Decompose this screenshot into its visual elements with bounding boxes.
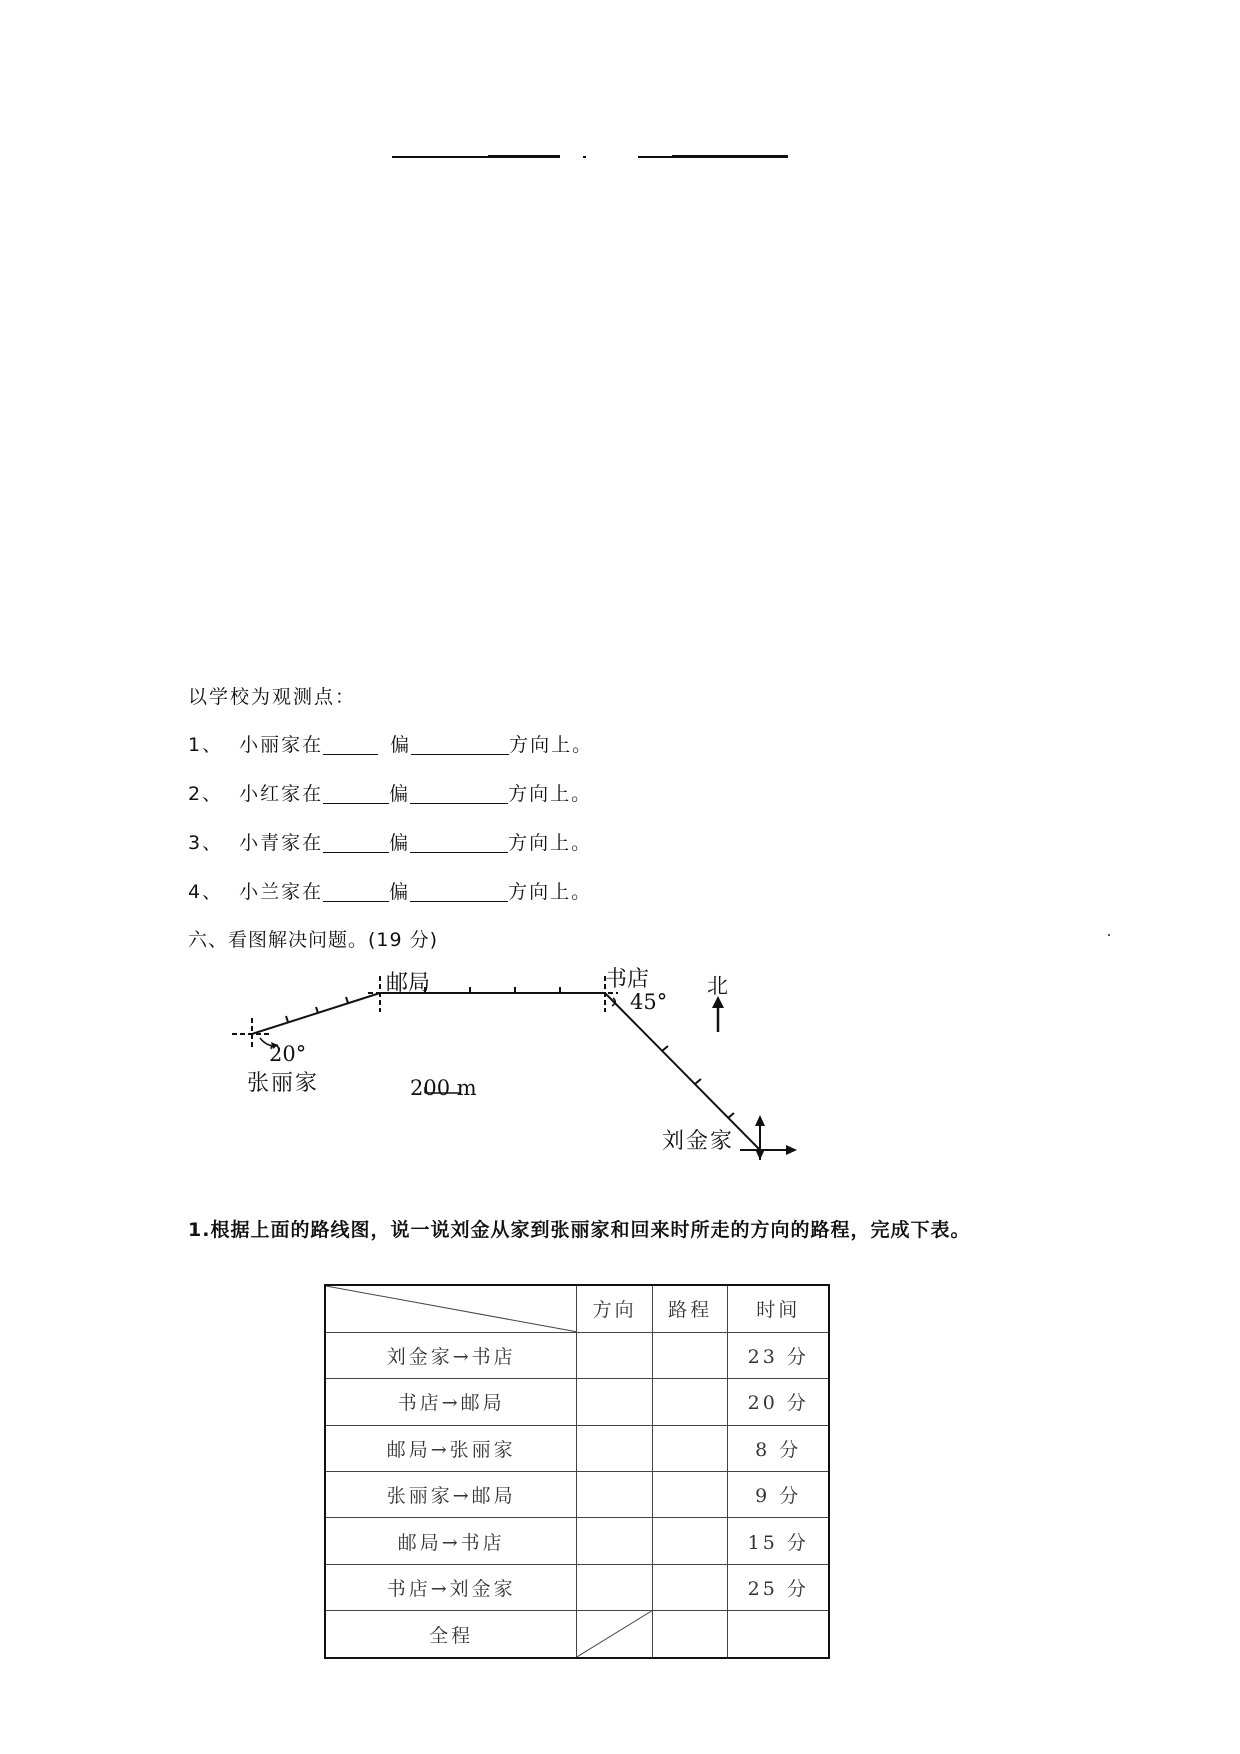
question-mid: 偏	[390, 734, 412, 756]
cell-direction[interactable]	[577, 1564, 653, 1610]
total-time[interactable]	[728, 1611, 829, 1658]
row-label: 书店→邮局	[325, 1379, 577, 1425]
question-number: 2、	[188, 783, 224, 805]
label-angle-zhang: 20°	[269, 1042, 307, 1066]
question-mid: 偏	[389, 881, 411, 903]
question-number: 4、	[188, 881, 224, 903]
cell-distance[interactable]	[652, 1379, 728, 1425]
cell-time: 8 分	[728, 1425, 829, 1471]
answer-blank-direction[interactable]	[323, 783, 389, 804]
row-label: 邮局→张丽家	[325, 1425, 577, 1471]
cell-direction[interactable]	[577, 1471, 653, 1517]
label-post-office: 邮局	[386, 971, 431, 996]
header-direction: 方向	[577, 1285, 653, 1332]
cell-direction[interactable]	[577, 1518, 653, 1564]
question-subject: 小红家在	[239, 783, 324, 805]
route-table	[324, 1284, 830, 1659]
table-total-row	[325, 1611, 829, 1658]
cell-direction[interactable]	[577, 1425, 653, 1471]
total-diagonal-cell	[577, 1611, 653, 1658]
cell-direction[interactable]	[577, 1379, 653, 1425]
question-end: 方向上。	[508, 783, 593, 805]
answer-blank-angle[interactable]	[411, 734, 509, 755]
table-header-row	[325, 1285, 829, 1332]
stray-dot	[1108, 934, 1110, 936]
question-number: 1、	[188, 734, 224, 756]
table-row	[325, 1332, 829, 1378]
answer-blank-direction[interactable]	[323, 832, 389, 853]
row-label: 邮局→书店	[325, 1518, 577, 1564]
cell-time: 23 分	[728, 1332, 829, 1378]
cell-time: 15 分	[728, 1518, 829, 1564]
question-subject: 小青家在	[239, 832, 324, 854]
arrow-right-icon	[786, 1145, 797, 1155]
question-4	[188, 877, 592, 904]
question-subject: 小丽家在	[239, 734, 324, 756]
question-number: 3、	[188, 832, 224, 854]
table-row	[325, 1425, 829, 1471]
answer-blank-angle[interactable]	[410, 881, 508, 902]
question-end: 方向上。	[508, 832, 593, 854]
answer-blank-direction[interactable]	[323, 734, 378, 755]
label-scale: 200 m	[410, 1076, 477, 1100]
arrow-down-icon	[755, 1149, 765, 1160]
header-distance: 路程	[652, 1285, 728, 1332]
route-zhang-to-post	[252, 993, 380, 1034]
header-rule-right	[638, 156, 674, 158]
table-row	[325, 1518, 829, 1564]
question-end: 方向上。	[509, 734, 594, 756]
cell-distance[interactable]	[652, 1425, 728, 1471]
header-rule-left	[392, 156, 490, 158]
label-zhang-home: 张丽家	[247, 1071, 320, 1096]
question-3	[188, 828, 592, 855]
section-six-title: 六、看图解决问题。(19 分)	[188, 929, 439, 951]
cell-time: 20 分	[728, 1379, 829, 1425]
cell-distance[interactable]	[652, 1518, 728, 1564]
table-row	[325, 1471, 829, 1517]
label-angle-bookstore: 45°	[630, 990, 668, 1014]
cell-distance[interactable]	[652, 1564, 728, 1610]
answer-blank-direction[interactable]	[323, 881, 389, 902]
header-rule-left-bold	[488, 155, 560, 158]
total-distance[interactable]	[652, 1611, 728, 1658]
cell-direction[interactable]	[577, 1332, 653, 1378]
header-dot	[583, 156, 586, 158]
question-1	[188, 730, 593, 757]
label-bookstore: 书店	[605, 967, 650, 992]
cell-distance[interactable]	[652, 1471, 728, 1517]
header-time: 时间	[728, 1285, 829, 1332]
row-label: 书店→刘金家	[325, 1564, 577, 1610]
observe-intro: 以学校为观测点：	[188, 686, 357, 708]
question-mid: 偏	[389, 783, 411, 805]
row-label: 刘金家→书店	[325, 1332, 577, 1378]
label-liu-home: 刘金家	[662, 1129, 735, 1154]
diagonal-header-cell	[325, 1285, 577, 1332]
label-north: 北	[707, 974, 728, 998]
question-subject: 小兰家在	[239, 881, 324, 903]
cell-time: 25 分	[728, 1564, 829, 1610]
cell-time: 9 分	[728, 1471, 829, 1517]
question-2	[188, 779, 592, 806]
answer-blank-angle[interactable]	[410, 783, 508, 804]
question-mid: 偏	[389, 832, 411, 854]
answer-blank-angle[interactable]	[410, 832, 508, 853]
row-label: 张丽家→邮局	[325, 1471, 577, 1517]
table-row	[325, 1564, 829, 1610]
table-row	[325, 1379, 829, 1425]
question-end: 方向上。	[508, 881, 593, 903]
header-rule-right-bold	[672, 155, 788, 158]
cell-distance[interactable]	[652, 1332, 728, 1378]
total-label: 全程	[325, 1611, 577, 1658]
task-prompt: 1.根据上面的路线图，说一说刘金从家到张丽家和回来时所走的方向的路程，完成下表。	[188, 1219, 971, 1241]
arrow-up-icon	[755, 1115, 765, 1126]
